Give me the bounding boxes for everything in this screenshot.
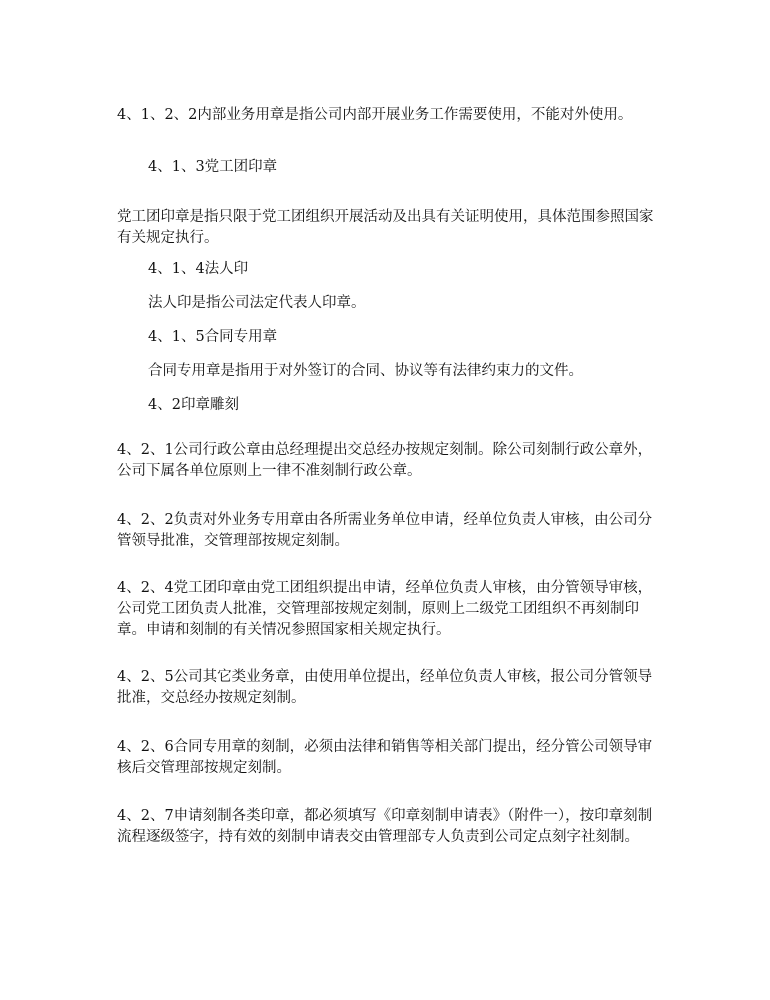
paragraph-4-2-6: 4、2、6合同专用章的刻制，必须由法律和销售等相关部门提出，经分管公司领导审核后交管理部按规定刻制。 bbox=[117, 739, 653, 776]
paragraph-4-2-2: 4、2、2负责对外业务专用章由各所需业务单位申请，经单位负责人审核，由公司分管领导批准，交管理部按规定刻制。 bbox=[117, 512, 653, 549]
paragraph-party-seal: 党工团印章是指只限于党工团组织开展活动及出具有关证明使用，具体范围参照国家有关规定执行。 bbox=[117, 209, 654, 246]
paragraph-4-1-2-2: 4、1、2、2内部业务用章是指公司内部开展业务工作需要使用，不能对外使用。 bbox=[117, 107, 633, 123]
heading-4-1-5: 4、1、5合同专用章 bbox=[148, 329, 278, 345]
heading-4-1-3: 4、1、3党工团印章 bbox=[148, 159, 278, 175]
heading-4-1-4: 4、1、4法人印 bbox=[148, 261, 249, 277]
paragraph-4-2-4: 4、2、4党工团印章由党工团组织提出申请，经单位负责人审核，由分管领导审核，公司党工团负责人批准，交管理部按规定刻制，原则上二级党工团组织不再刻制印章。申请和刻制的有关情况参照国家相关规定执行。 bbox=[117, 580, 653, 638]
paragraph-4-2-5: 4、2、5公司其它类业务章，由使用单位提出，经单位负责人审核，报公司分管领导批准，交总经办按规定刻制。 bbox=[117, 669, 653, 706]
paragraph-legal-person-seal: 法人印是指公司法定代表人印章。 bbox=[148, 295, 366, 311]
heading-4-2: 4、2印章雕刻 bbox=[148, 397, 239, 413]
paragraph-4-2-1: 4、2、1公司行政公章由总经理提出交总经办按规定刻制。除公司刻制行政公章外，公司下属各单位原则上一律不准刻制行政公章。 bbox=[117, 442, 653, 479]
paragraph-contract-seal: 合同专用章是指用于对外签订的合同、协议等有法律约束力的文件。 bbox=[148, 363, 583, 379]
paragraph-4-2-7: 4、2、7申请刻制各类印章，都必须填写《印章刻制申请表》（附件一），按印章刻制流程逐级签字，持有效的刻制申请表交由管理部专人负责到公司定点刻字社刻制。 bbox=[117, 808, 653, 845]
